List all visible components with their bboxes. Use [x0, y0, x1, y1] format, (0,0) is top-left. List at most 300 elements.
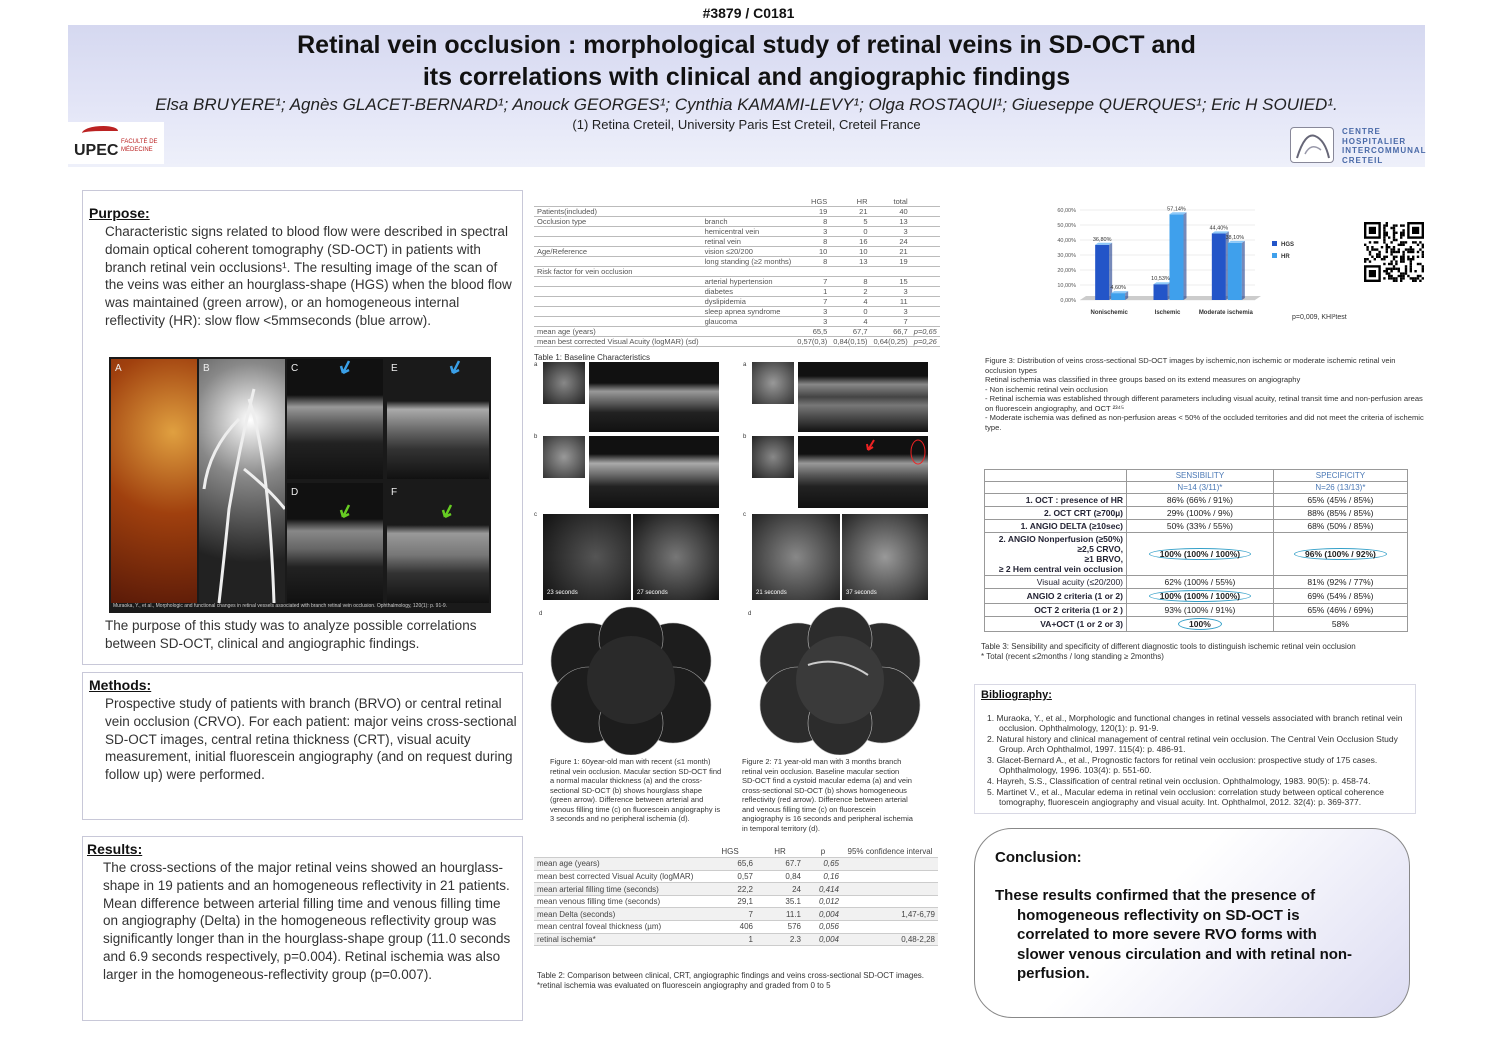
- bibliography-item: 5. Martinet V., et al., Macular edema in retinal vein occlusion: correlation study between optical coherence tomography, fluorescein angiography and visual acuity. Int. Ophthalmol, 2012. 32(4): p. 369-377.: [987, 787, 1385, 807]
- time-label: 37 seconds: [846, 590, 877, 596]
- table-header: [534, 845, 938, 858]
- table-2-caption: Table 2: Comparison between clinical, CRT, angiographic findings and veins cross-sectional SD-OCT images. *retinal ischemia was evaluated on fluorescein angiography and graded from 0 to 5: [537, 971, 924, 990]
- table-cell: retinal ischemia*: [534, 933, 704, 946]
- table-cell: 0,056: [804, 921, 842, 934]
- fig1-oct-a: [589, 362, 719, 432]
- legend-swatch: [1272, 253, 1277, 258]
- table-header: [985, 470, 1408, 482]
- table-cell: 40: [871, 207, 911, 217]
- table-cell: 29,1: [704, 895, 756, 908]
- highlight-oval: 100% (100% / 100%): [1149, 548, 1251, 560]
- table-cell: 29% (100% / 9%): [1127, 507, 1274, 520]
- bibliography-item: 3. Glacet-Bernard A., et al., Prognostic factors for retinal vein occlusion: prospective study of 175 cases. Ophthalmology, 1996. 103(4): p. 551-60.: [987, 755, 1378, 775]
- table-cell: 68% (50% / 85%): [1273, 520, 1407, 533]
- table-cell: 10: [830, 247, 870, 257]
- table-cell: 1. ANGIO DELTA (≥10sec): [985, 520, 1127, 533]
- table-cell: 0,16: [804, 870, 842, 883]
- table-cell: arterial hypertension: [702, 277, 795, 287]
- data-label: 10,53%: [1151, 276, 1170, 283]
- table-cell: 3: [871, 227, 911, 237]
- table-header: [985, 482, 1408, 494]
- fig1-angio-c2: [633, 514, 719, 600]
- table-cell: 4: [830, 297, 870, 307]
- bar-HGS: [1154, 284, 1168, 300]
- table-cell: VA+OCT (1 or 2 or 3): [985, 617, 1127, 632]
- bibliography-item: 1. Muraoka, Y., et al., Morphologic and functional changes in retinal vessels associated with branch retinal vein occlusion. Ophthalmology, 120(1): p. 91-9.: [987, 713, 1403, 733]
- bar-chart: [1040, 198, 1330, 320]
- table-cell: [1127, 533, 1274, 576]
- fig2-angio-c1: [752, 514, 840, 600]
- table-cell: [911, 207, 940, 217]
- table-cell: OCT 2 criteria (1 or 2 ): [985, 604, 1127, 617]
- table-cell: 16: [830, 237, 870, 247]
- y-tick-label: 0,00%: [1060, 298, 1076, 304]
- table-row: [534, 317, 940, 327]
- fig1-fundus-a: [543, 362, 585, 404]
- table-cell: 8: [830, 277, 870, 287]
- table-cell: [911, 297, 940, 307]
- table-cell: [911, 237, 940, 247]
- table-cell: Occlusion type: [534, 217, 702, 227]
- table-row: [534, 870, 938, 883]
- figure-1: a b c 23 seconds 27 seconds: [537, 362, 725, 602]
- table-cell: 10: [794, 247, 830, 257]
- table-row: [985, 494, 1408, 507]
- bar-HGS: [1095, 245, 1109, 300]
- bar-HR: [1228, 243, 1242, 300]
- table-cell: 3: [794, 227, 830, 237]
- table-row: [534, 237, 940, 247]
- bar-top: [1111, 291, 1128, 293]
- table-cell: 2.3: [756, 933, 804, 946]
- affiliation: (1) Retina Creteil, University Paris Est Creteil, Creteil France: [572, 117, 921, 132]
- table-row: [985, 617, 1408, 632]
- table-cell: [911, 287, 940, 297]
- conclusion-heading: Conclusion:: [995, 849, 1082, 866]
- table-cell: branch: [702, 217, 795, 227]
- header-cell: SPECIFICITY: [1273, 470, 1407, 482]
- table-row: [534, 277, 940, 287]
- poster-title: Retinal vein occlusion : morphological study of retinal veins in SD-OCT and its correlations with clinical and angiographic findings: [297, 31, 1196, 91]
- panel-label: A: [115, 363, 122, 374]
- table-cell: [534, 287, 702, 297]
- bar-HGS: [1212, 233, 1226, 300]
- table-cell: mean arterial filling time (seconds): [534, 883, 704, 896]
- table-cell: 2. ANGIO Nonperfusion (≥50%) ≥2,5 CRVO, ≥1 BRVO, ≥ 2 Hem central vein occlusion: [985, 533, 1127, 576]
- table-row: [534, 207, 940, 217]
- table-cell: 0,004: [804, 908, 842, 921]
- table-1-caption: Table 1: Baseline Characteristics: [534, 353, 651, 362]
- header-cell: [985, 482, 1127, 494]
- table-row: [534, 227, 940, 237]
- table-cell: [702, 207, 795, 217]
- header-cell: SENSIBILITY: [1127, 470, 1274, 482]
- table-row: [534, 247, 940, 257]
- table-row: [534, 217, 940, 227]
- purpose-text: Characteristic signs related to blood flow were described in spectral domain optical coherent tomography (SD-OCT) in patients with branch retinal vein occlusions¹. The resulting image of the scan of the veins was either an hourglass-shape (HGS) when the blood flow was maintained (green arrow), or an homogeneous internal reflectivity (HR): slow flow <5mmseconds (blue arrow).: [105, 224, 512, 328]
- table-cell: [534, 277, 702, 287]
- table-row: [534, 267, 940, 277]
- table-cell: 8: [794, 257, 830, 267]
- table-cell: [911, 317, 940, 327]
- figure-3-caption: Figure 3: Distribution of veins cross-sectional SD-OCT images by ischemic,non ischemic or moderate ischemic retinal vein occlusion types Retinal ischemia was classified in three groups based on its extend measures on angiography - Non ischemic retinal vein occlusion - Retinal ischemia was established through different parameters including visual acuity, retinal transit time and non-perfusion areas on fluorescein angiography, and OCT ²³⁴⁵ - Moderate ischemia was defined as non-perfusion areas < 50% of the occluded territories and did not meet the criteria of ischemic type.: [985, 356, 1424, 432]
- conclusion-box: [974, 828, 1410, 1018]
- authors: Elsa BRUYERE¹; Agnès GLACET-BERNARD¹; Anouck GEORGES¹; Cynthia KAMAMI-LEVY¹; Olga ROSTAQUI¹; Giueseppe QUERQUES¹; Eric H SOUIED¹.: [155, 95, 1338, 114]
- table-cell: hemicentral vein: [702, 227, 795, 237]
- table-cell: 11: [871, 297, 911, 307]
- table-cell: 0,84(0,15): [830, 337, 870, 347]
- bar-side: [1184, 212, 1187, 300]
- table-cell: p=0,26: [911, 337, 940, 347]
- table-cell: 65,6: [704, 858, 756, 871]
- table-cell: 3: [794, 317, 830, 327]
- table-cell: [842, 883, 938, 896]
- fig2-fundus-b: [752, 436, 794, 478]
- fig2-montage-d: d: [748, 605, 928, 755]
- data-label: 4,60%: [1110, 285, 1126, 292]
- table-cell: 0,57(0,3): [794, 337, 830, 347]
- table-row: [985, 604, 1408, 617]
- table-cell: Age/Reference: [534, 247, 702, 257]
- table-cell: [702, 267, 795, 277]
- fig2-fundus-a: [752, 362, 794, 404]
- fig1-fundus-b: [543, 436, 585, 478]
- table-cell: 58%: [1273, 617, 1407, 632]
- table-cell: [794, 267, 830, 277]
- table-cell: 62% (100% / 55%): [1127, 576, 1274, 589]
- table-row: [985, 576, 1408, 589]
- table-cell: 0,48-2,28: [842, 933, 938, 946]
- table-cell: 7: [871, 317, 911, 327]
- y-tick-label: 20,00%: [1057, 268, 1076, 274]
- table-cell: [702, 327, 795, 337]
- table-cell: [534, 257, 702, 267]
- methods-section: [82, 672, 523, 820]
- table-cell: 1. OCT : presence of HR: [985, 494, 1127, 507]
- highlight-oval: 100%: [1178, 618, 1222, 630]
- swoosh-icon: [82, 126, 118, 138]
- data-label: 57,14%: [1167, 206, 1186, 213]
- table-row: [534, 858, 938, 871]
- table-cell: 3: [794, 307, 830, 317]
- table-cell: 1,47-6,79: [842, 908, 938, 921]
- fig2-oct-a: [798, 362, 928, 432]
- x-tick-label: Nonischemic: [1090, 310, 1128, 316]
- table-cell: [911, 267, 940, 277]
- table-cell: 0: [830, 307, 870, 317]
- table-cell: 81% (92% / 77%): [1273, 576, 1407, 589]
- table-cell: 4: [830, 317, 870, 327]
- header-cell: N=14 (3/11)*: [1127, 482, 1274, 494]
- bar-top: [1154, 282, 1171, 284]
- time-label: 23 seconds: [547, 590, 578, 596]
- table-header: [534, 197, 940, 207]
- upec-logo: UPEC FACULTÉ DE MÉDECINE: [68, 122, 164, 164]
- table-cell: 0,65: [804, 858, 842, 871]
- results-text: The cross-sections of the major retinal veins showed an hourglass-shape in 19 patients and an homogeneous reflectivity in 21 patients. Mean difference between arterial filling time and venous filling time on angiography (Delta) in the homogeneous reflectivity group was significantly longer than in the hourglass-shape group (11.0 seconds and 6.9 seconds respectively, p=0.004). Retinal ischemia was also larger in the homogeneous-reflectivity group (p=0.007).: [103, 860, 511, 982]
- poster-id: #3879 / C0181: [702, 5, 795, 21]
- table-cell: [534, 317, 702, 327]
- qr-code-icon: [1364, 222, 1424, 282]
- table-3: [984, 469, 1408, 632]
- fig1-montage-d: d: [539, 605, 719, 755]
- table-cell: 5: [830, 217, 870, 227]
- table-cell: [534, 297, 702, 307]
- legend-label: HR: [1281, 254, 1290, 260]
- legend-swatch: [1272, 241, 1277, 246]
- panel-label: B: [203, 363, 210, 374]
- table-row: [534, 307, 940, 317]
- methods-heading: Methods:: [89, 677, 152, 693]
- table-cell: 65% (46% / 69%): [1273, 604, 1407, 617]
- table-cell: Risk factor for vein occlusion: [534, 267, 702, 277]
- table-cell: retinal vein: [702, 237, 795, 247]
- time-label: 27 seconds: [637, 590, 668, 596]
- table-cell: 406: [704, 921, 756, 934]
- table-cell: 576: [756, 921, 804, 934]
- header-cell: [702, 197, 795, 207]
- table-cell: dyslipidemia: [702, 297, 795, 307]
- table-cell: 0,84: [756, 870, 804, 883]
- purpose-heading: Purpose:: [89, 205, 150, 221]
- table-cell: 0,57: [704, 870, 756, 883]
- table-cell: 8: [794, 237, 830, 247]
- header-cell: [534, 845, 704, 858]
- table-cell: [1127, 617, 1274, 632]
- x-tick-label: Moderate ischemia: [1198, 310, 1253, 316]
- table-cell: 0,004: [804, 933, 842, 946]
- figure-2: a b c 21 seconds 37 seconds: [746, 362, 934, 602]
- table-cell: 67,7: [830, 327, 870, 337]
- table-cell: 88% (85% / 85%): [1273, 507, 1407, 520]
- table-cell: [702, 337, 795, 347]
- fig2-angio-c2: [842, 514, 928, 600]
- table-cell: [1127, 589, 1274, 604]
- legend-label: HGS: [1281, 242, 1295, 248]
- table-cell: 65% (45% / 85%): [1273, 494, 1407, 507]
- bar-side: [1109, 243, 1112, 300]
- chic-logo: CENTRE HOSPITALIER INTERCOMMUNAL CRETEIL: [1290, 125, 1425, 167]
- table-cell: 19: [794, 207, 830, 217]
- table-cell: [842, 858, 938, 871]
- table-cell: 21: [871, 247, 911, 257]
- y-tick-label: 60,00%: [1057, 208, 1076, 214]
- table-row: [534, 327, 940, 337]
- header-cell: [534, 197, 702, 207]
- table-3-caption: Table 3: Sensibility and specificity of different diagnostic tools to distinguish ischemic retinal vein occlusion * Total (recent ≤2months / long standing ≥ 2months): [981, 642, 1356, 661]
- bar-top: [1095, 243, 1112, 245]
- fig1-oct-b: [589, 436, 719, 508]
- table-cell: [534, 227, 702, 237]
- hospital-emblem-icon: [1290, 127, 1334, 163]
- purpose-text-2: The purpose of this study was to analyze possible correlations between SD-OCT, clinical and angiographic findings.: [105, 618, 477, 651]
- table-1: [534, 197, 937, 363]
- table-cell: 0,012: [804, 895, 842, 908]
- table-cell: 24: [871, 237, 911, 247]
- table-cell: [534, 237, 702, 247]
- table-cell: [911, 227, 940, 237]
- table-cell: sleep apnea syndrome: [702, 307, 795, 317]
- table-cell: 24: [756, 883, 804, 896]
- header-cell: HR: [830, 197, 870, 207]
- muraoka-figure: [109, 357, 491, 613]
- table-cell: 0,414: [804, 883, 842, 896]
- x-tick-label: Ischemic: [1154, 310, 1181, 316]
- table-cell: 7: [794, 297, 830, 307]
- bibliography-item: 2. Natural history and clinical management of central retinal vein occlusion. The Central Vein Occlusion Study Group. Arch Ophthalmol, 1997. 115(4): p. 486-91.: [987, 734, 1398, 754]
- y-tick-label: 30,00%: [1057, 253, 1076, 259]
- table-row: [534, 287, 940, 297]
- table-cell: [830, 267, 870, 277]
- table-row: [534, 933, 938, 946]
- table-row: [534, 257, 940, 267]
- results-section: [82, 836, 523, 1021]
- table-cell: long standing (≥2 months): [702, 257, 795, 267]
- y-tick-label: 40,00%: [1057, 238, 1076, 244]
- table-row: [534, 297, 940, 307]
- figure-2-caption: Figure 2: 71 year-old man with 3 months branch retinal vein occlusion. Baseline macular section SD-OCT find a cystoid macular edema (a) and vein cross-sectional SD-OCT (b) shows homogeneous reflectivity (red arrow). Difference between arterial and venous filling time (c) on fluorescein angiography is 16 seconds and peripheral ischemia in temporal territory (d).: [742, 757, 913, 833]
- panel-label: C: [291, 363, 299, 374]
- table-cell: 35.1: [756, 895, 804, 908]
- table-cell: [911, 247, 940, 257]
- table-cell: 3: [871, 307, 911, 317]
- header-cell: HR: [756, 845, 804, 858]
- table-cell: [911, 307, 940, 317]
- bibliography-list: [981, 713, 1411, 808]
- arrow-icons: [109, 357, 491, 613]
- data-label: 38,10%: [1225, 234, 1245, 241]
- table-cell: 66,7: [871, 327, 911, 337]
- table-cell: 7: [794, 277, 830, 287]
- header-cell: [911, 197, 940, 207]
- table-cell: mean central foveal thickness (µm): [534, 921, 704, 934]
- panel-label: D: [291, 487, 299, 498]
- header-cell: total: [871, 197, 911, 207]
- table-cell: 67.7: [756, 858, 804, 871]
- table-cell: [911, 257, 940, 267]
- panel-label: E: [391, 363, 398, 374]
- table-cell: 11.1: [756, 908, 804, 921]
- bibliography-section: [974, 684, 1416, 814]
- chart-pvalue: p=0,009, KHI²test: [1292, 314, 1347, 321]
- table-cell: [842, 921, 938, 934]
- table-cell: 13: [871, 217, 911, 227]
- bibliography-item: 4. Hayreh, S.S., Classification of central retinal vein occlusion. Ophthalmology, 1983. 90(5): p. 458-74.: [987, 776, 1371, 786]
- table-cell: 3: [871, 287, 911, 297]
- table-row: [534, 921, 938, 934]
- table-cell: [842, 895, 938, 908]
- methods-text: Prospective study of patients with branch (BRVO) or central retinal vein occlusion (CRVO). For each patient: major veins cross-sectional SD-OCT images, central retina thickness (CRT), visual acuity measurement, initial fluorescein angiography (and on request during follow up) were performed.: [105, 696, 517, 783]
- table-2: [534, 845, 954, 946]
- table-row: [985, 589, 1408, 604]
- bar-HR: [1111, 293, 1125, 300]
- table-cell: [911, 217, 940, 227]
- table-cell: 19: [871, 257, 911, 267]
- table-cell: glaucoma: [702, 317, 795, 327]
- header-cell: 95% confidence interval: [842, 845, 938, 858]
- table-cell: 1: [704, 933, 756, 946]
- header-cell: N=26 (13/13)*: [1273, 482, 1407, 494]
- table-cell: 86% (66% / 91%): [1127, 494, 1274, 507]
- table-cell: mean venous filling time (seconds): [534, 895, 704, 908]
- bar-HR: [1170, 214, 1184, 300]
- figure-1-caption: Figure 1: 60year-old man with recent (≤1 month) retinal vein occlusion. Macular section SD-OCT find a normal macular thickness (a) and the cross-sectional SD-OCT (b) shows hourglass shape (green arrow). Difference between arterial and venous filling time (c) on fluorescein angiography is 3 seconds and no peripheral ischemia (d).: [550, 757, 722, 823]
- table-row: [985, 507, 1408, 520]
- table-cell: vision ≤20/200: [702, 247, 795, 257]
- table-row: [534, 883, 938, 896]
- table-cell: 1: [794, 287, 830, 297]
- conclusion-text: These results confirmed that the presence of homogeneous reflectivity on SD-OCT is correlated to more severe RVO forms with slower venous circulation and with retinal non- perfusion.: [995, 887, 1353, 982]
- fig1-angio-c1: [543, 514, 631, 600]
- header-cell: HGS: [704, 845, 756, 858]
- table-cell: [842, 870, 938, 883]
- table-cell: 7: [704, 908, 756, 921]
- table-row: [534, 908, 938, 921]
- y-tick-label: 50,00%: [1057, 223, 1076, 229]
- table-cell: Visual acuity (≤20/200): [985, 576, 1127, 589]
- highlight-oval: 100% (100% / 100%): [1149, 590, 1251, 602]
- table-cell: diabetes: [702, 287, 795, 297]
- table-cell: mean best corrected Visual Acuity (logMAR): [534, 870, 704, 883]
- table-cell: 0,64(0,25): [871, 337, 911, 347]
- table-cell: [1273, 533, 1407, 576]
- table-cell: [534, 307, 702, 317]
- table-cell: 8: [794, 217, 830, 227]
- red-arrow-icon: [798, 436, 928, 508]
- table-cell: mean Delta (seconds): [534, 908, 704, 921]
- data-label: 44,40%: [1209, 225, 1229, 232]
- table-cell: ANGIO 2 criteria (1 or 2): [985, 589, 1127, 604]
- table-cell: 2: [830, 287, 870, 297]
- table-cell: 69% (54% / 85%): [1273, 589, 1407, 604]
- table-cell: 13: [830, 257, 870, 267]
- bar-side: [1242, 241, 1245, 300]
- figure-credit: Muraoka, Y., et al., Morphologic and functional changes in retinal vessels associated with branch retinal vein occlusion. Ophthalmology, 120(1): p. 91-9.: [113, 603, 448, 609]
- purpose-section: [82, 190, 523, 665]
- table-cell: 15: [871, 277, 911, 287]
- bibliography-heading: Bibliography:: [981, 689, 1052, 701]
- table-row: [985, 533, 1408, 576]
- highlight-oval: 96% (100% / 92%): [1294, 548, 1387, 560]
- table-cell: 93% (100% / 91%): [1127, 604, 1274, 617]
- table-cell: 22,2: [704, 883, 756, 896]
- table-cell: 2. OCT CRT (≥700µ): [985, 507, 1127, 520]
- bar-top: [1170, 212, 1187, 214]
- header-cell: p: [804, 845, 842, 858]
- figure-3-chart: [1040, 198, 1330, 320]
- table-cell: mean age (years): [534, 858, 704, 871]
- table-cell: 21: [830, 207, 870, 217]
- header-banner: [68, 25, 1425, 167]
- table-cell: mean age (years): [534, 327, 702, 337]
- table-cell: [911, 277, 940, 287]
- results-heading: Results:: [87, 841, 143, 857]
- table-cell: 0: [830, 227, 870, 237]
- table-row: [534, 337, 940, 347]
- table-cell: Patients(included): [534, 207, 702, 217]
- time-label: 21 seconds: [756, 590, 787, 596]
- panel-label: F: [391, 487, 398, 498]
- table-cell: [871, 267, 911, 277]
- table-cell: 65,5: [794, 327, 830, 337]
- table-row: [534, 895, 938, 908]
- table-cell: p=0,65: [911, 327, 940, 337]
- header-cell: HGS: [794, 197, 830, 207]
- table-cell: mean best corrected Visual Acuity (logMAR) (sd): [534, 337, 702, 347]
- bar-top: [1212, 231, 1229, 233]
- table-row: [985, 520, 1408, 533]
- table-cell: 50% (33% / 55%): [1127, 520, 1274, 533]
